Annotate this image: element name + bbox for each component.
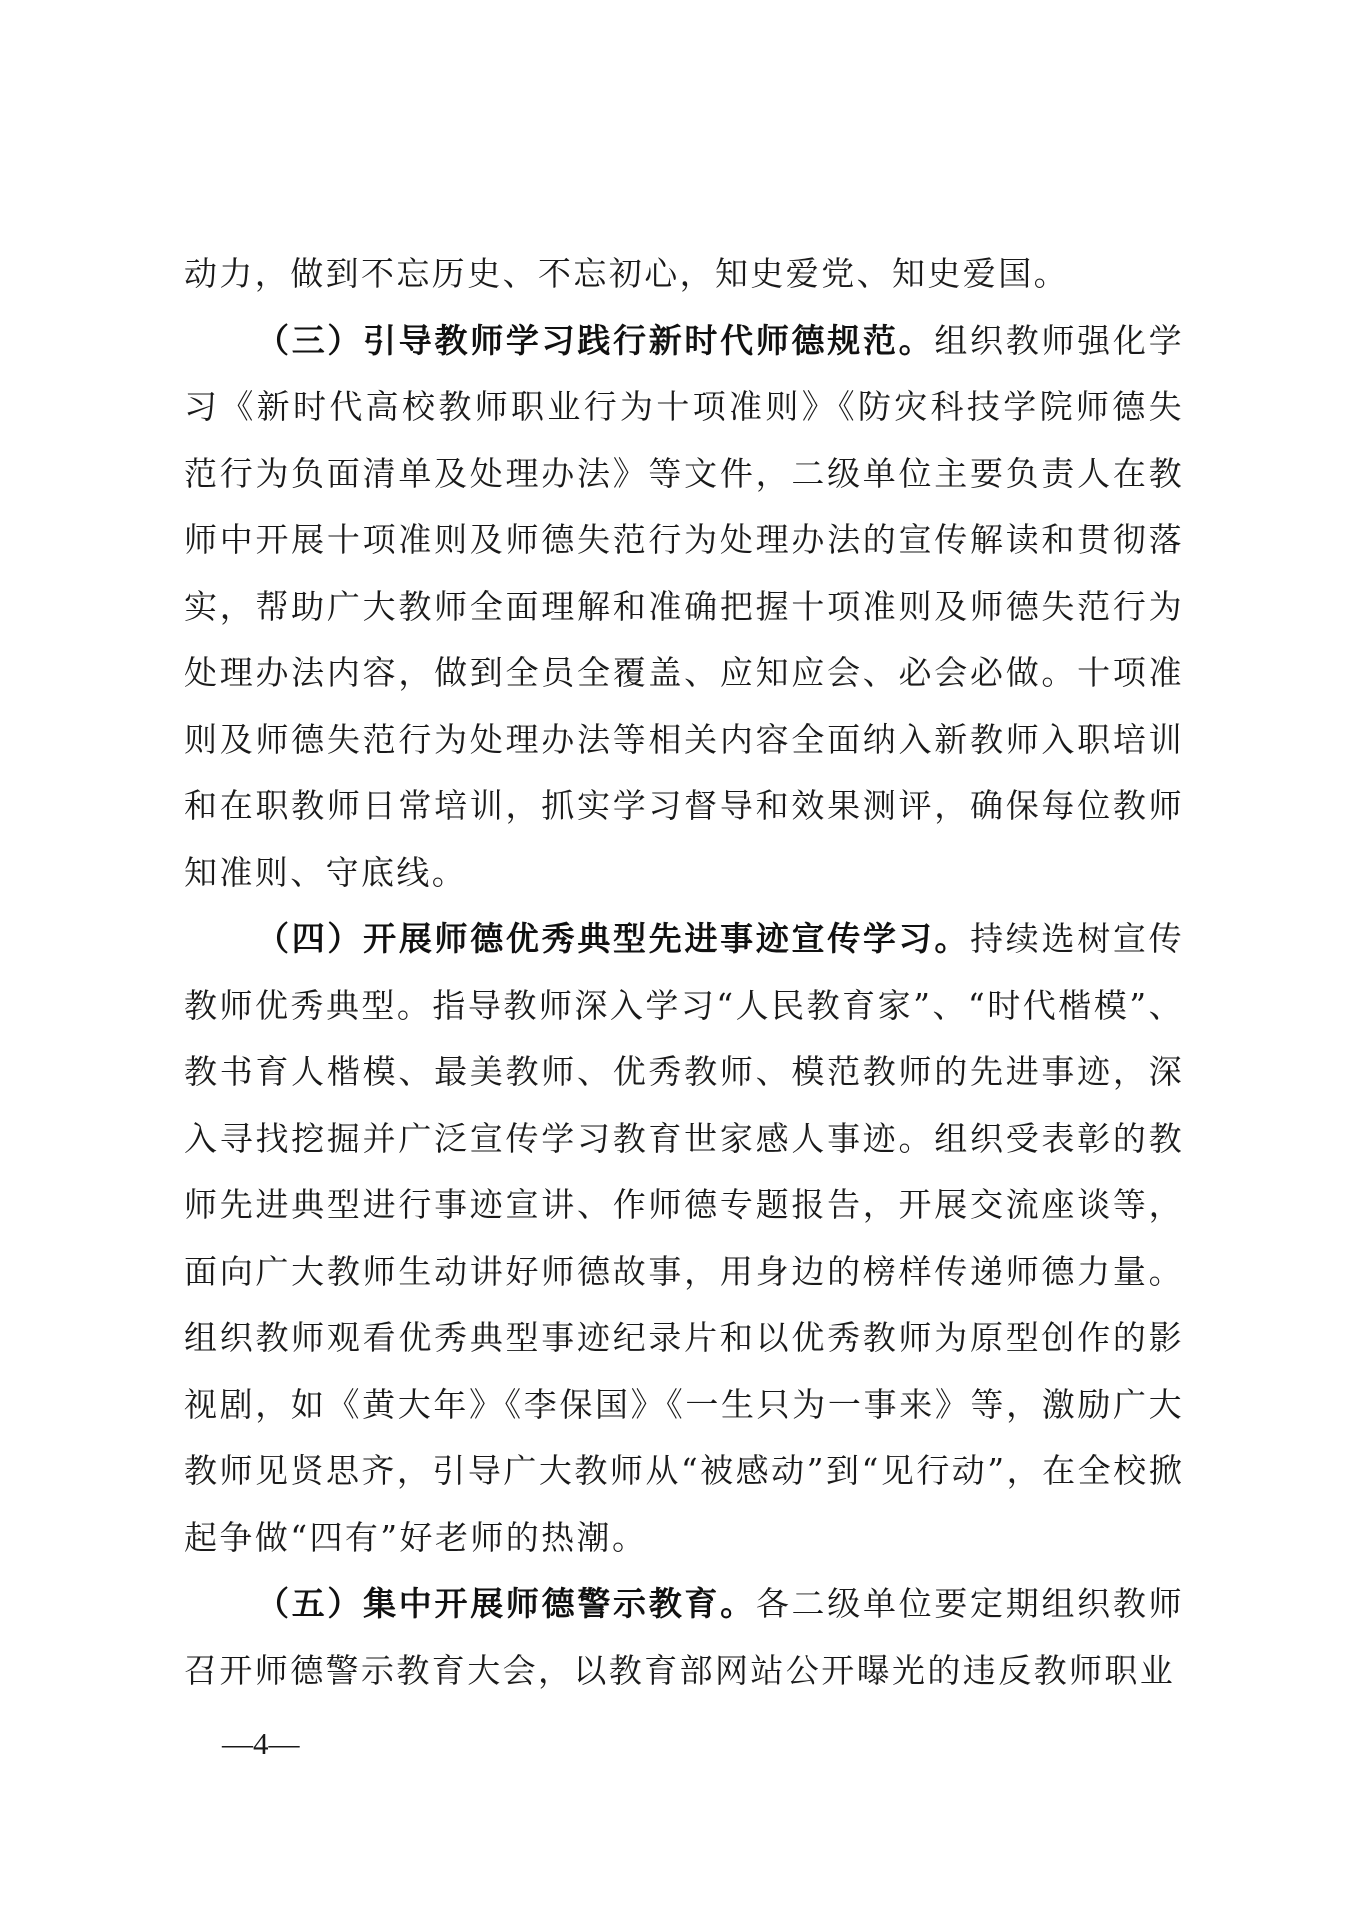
paragraph-lead: （三）引导教师学习践行新时代师德规范。 (256, 320, 935, 360)
paragraph-section-5 (184, 1571, 1184, 1704)
page-number: —4— (222, 1726, 300, 1761)
paragraph-text: 组织教师强化学习《新时代高校教师职业行为十项准则》《防灾科技学院师德失范行为负面清单及处理办法》等文件，二级单位主要负责人在教师中开展十项准则及师德失范行为处理办法的宣传解读和贯彻落实，帮助广大教师全面理解和准确把握十项准则及师德失范行为处理办法内容，做到全员全覆盖、应知应会、必会必做。十项准则及师德失范行为处理办法等相关内容全面纳入新教师入职培训和在职教师日常培训，抓实学习督导和效果测评，确保每位教师知准则、守底线。 (184, 320, 1184, 892)
paragraph-text: 持续选树宣传教师优秀典型。指导教师深入学习“人民教育家”、“时代楷模”、教书育人楷模、最美教师、优秀教师、模范教师的先进事迹，深入寻找挖掘并广泛宣传学习教育世家感人事迹。组织受表彰的教师先进典型进行事迹宣讲、作师德专题报告，开展交流座谈等，面向广大教师生动讲好师德故事，用身边的榜样传递师德力量。组织教师观看优秀典型事迹纪录片和以优秀教师为原型创作的影视剧，如《黄大年》《李保国》《一生只为一事来》等，激励广大教师见贤思齐，引导广大教师从“被感动”到“见行动”，在全校掀起争做“四有”好老师的热潮。 (184, 919, 1184, 1557)
document-body (184, 241, 1184, 1704)
paragraph-text: 各二级单位要定期组织教师召开师德警示教育大会，以教育部网站公开曝光的违反教师职业 (184, 1584, 1184, 1690)
paragraph-section-4 (184, 906, 1184, 1571)
paragraph-lead: （四）开展师德优秀典型先进事迹宣传学习。 (256, 919, 971, 958)
paragraph-continuation (184, 241, 1184, 308)
paragraph-text: 动力，做到不忘历史、不忘初心，知史爱党、知史爱国。 (184, 254, 1069, 293)
paragraph-lead: （五）集中开展师德警示教育。 (256, 1584, 756, 1623)
paragraph-section-3 (184, 308, 1184, 907)
